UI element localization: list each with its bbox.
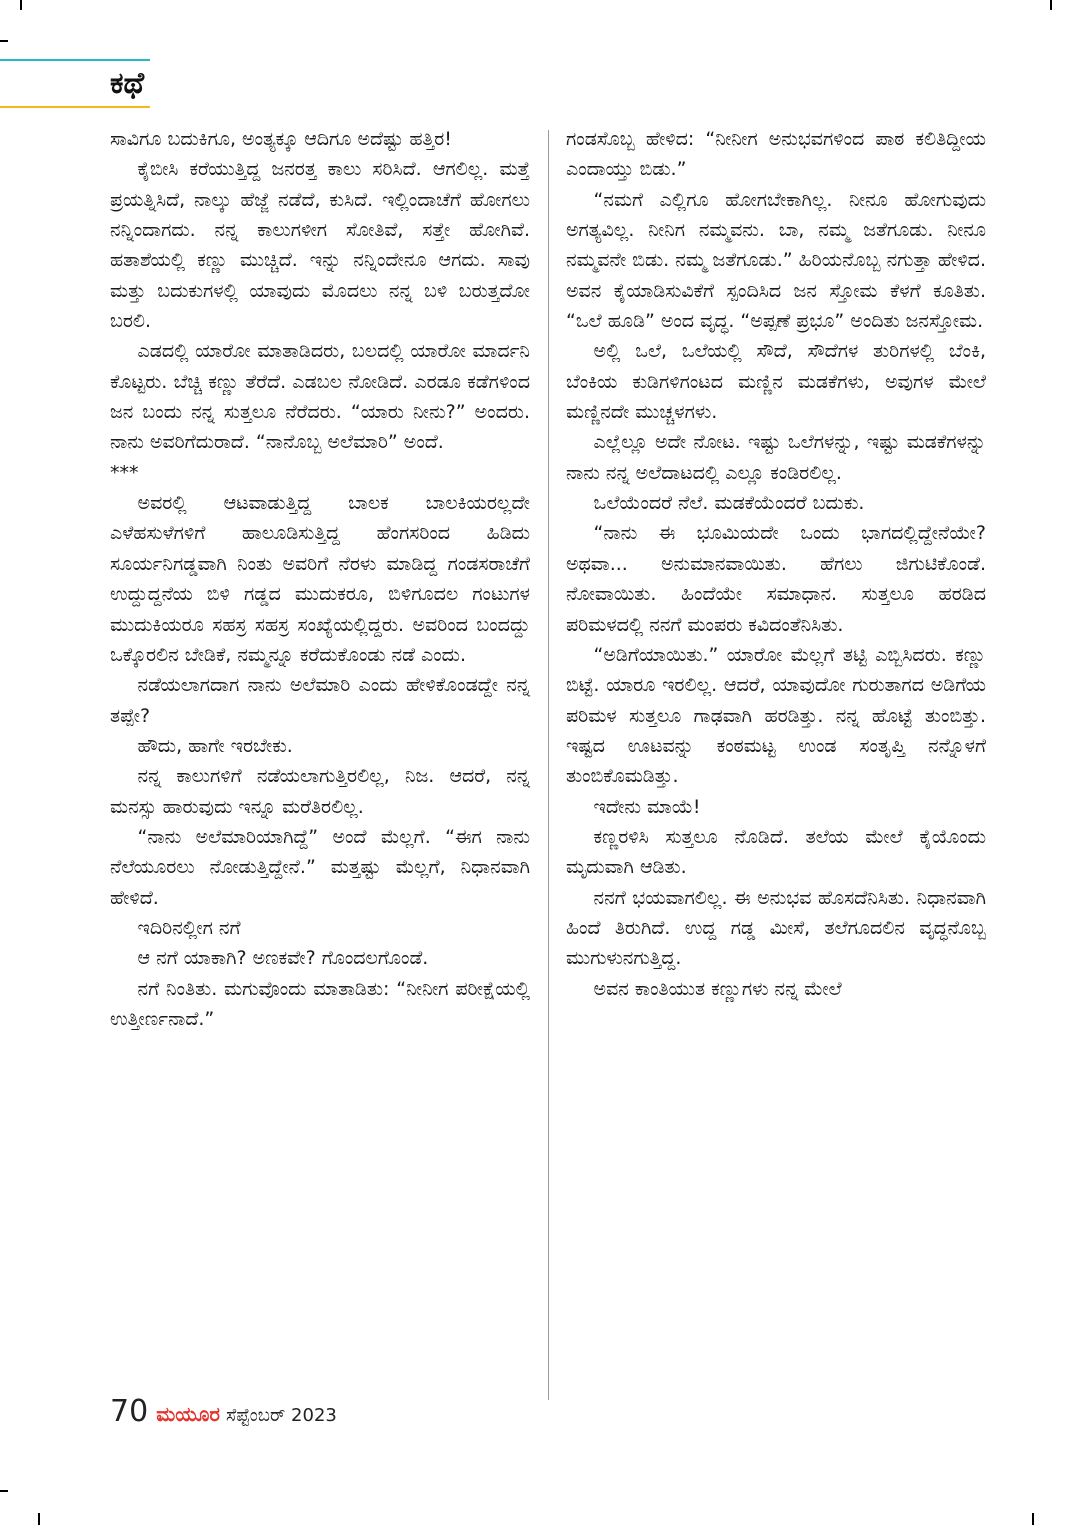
paragraph: ನನಗೆ ಭಯವಾಗಲಿಲ್ಲ. ಈ ಅನುಭವ ಹೊಸದೆನಿಸಿತು. ನಿಧಾನವಾಗಿ ಹಿಂದೆ ತಿರುಗಿದೆ. ಉದ್ದ ಗಡ್ಡ ಮೀಸೆ, ತಲೆಗೂದಲಿನ ವೃದ್ಧನೊಬ್ಬ ಮುಗುಳುನಗುತ್ತಿದ್ದ. — [566, 886, 986, 970]
page-footer — [110, 1394, 337, 1429]
header-rule-top — [0, 59, 150, 61]
left-column — [110, 124, 530, 1034]
crop-mark — [38, 1513, 40, 1525]
paragraph: ಅವನ ಕಾಂತಿಯುತ ಕಣ್ಣುಗಳು ನನ್ನ ಮೇಲೆ — [593, 977, 842, 1000]
crop-mark — [1050, 0, 1052, 10]
paragraph: ನಡೆಯಲಾಗದಾಗ ನಾನು ಅಲೆಮಾರಿ ಎಂದು ಹೇಳಿಕೊಂಡದ್ದೇ ನನ್ನ ತಪ್ಪೇ? — [110, 674, 530, 727]
paragraph: “ಅಡಿಗೆಯಾಯಿತು.” ಯಾರೋ ಮೆಲ್ಲಗೆ ತಟ್ಟಿ ಎಬ್ಬಿಸಿದರು. ಕಣ್ಣು ಬಿಟ್ಟೆ. ಯಾರೂ ಇರಲಿಲ್ಲ. ಆದರೆ, ಯಾವುದೋ ಗುರುತಾಗದ ಅಡಿಗೆಯ ಪರಿಮಳ ಸುತ್ತಲೂ ಗಾಢವಾಗಿ ಹರಡಿತ್ತು. ನನ್ನ ಹೊಟ್ಟೆ ತುಂಬಿತ್ತು. ಇಷ್ಟದ ಊಟವನ್ನು ಕಂಠಮಟ್ಟ ಉಂಡ ಸಂತೃಪ್ತಿ ನನ್ನೊಳಗೆ ತುಂಬಿಕೊಮಡಿತ್ತು. — [566, 643, 986, 788]
paragraph: ಅವರಲ್ಲಿ ಆಟವಾಡುತ್ತಿದ್ದ ಬಾಲಕ ಬಾಲಕಿಯರಲ್ಲದೇ ಎಳೆಹಸುಳೆಗಳಿಗೆ ಹಾಲೂಡಿಸುತ್ತಿದ್ದ ಹೆಂಗಸರಿಂದ ಹಿಡಿದು ಸೂರ್ಯನಿಗಡ್ಡವಾಗಿ ನಿಂತು ಅವರಿಗೆ ನೆರಳು ಮಾಡಿದ್ದ ಗಂಡಸರಾಚೆಗೆ ಉದ್ದುದ್ದನೆಯ ಬಿಳಿ ಗಡ್ಡದ ಮುದುಕರೂ, ಬಿಳಿಗೂದಲ ಗಂಟುಗಳ ಮುದುಕಿಯರೂ ಸಹಸ್ರ ಸಹಸ್ರ ಸಂಖ್ಯೆಯಲ್ಲಿದ್ದರು. ಅವರಿಂದ ಬಂದದ್ದು ಒಕ್ಕೊರಲಿನ ಬೇಡಿಕೆ, ನಮ್ಮನ್ನೂ ಕರೆದುಕೊಂಡು ನಡೆ ಎಂದು. — [110, 492, 530, 666]
magazine-logo: ಮಯೂರ — [156, 1402, 220, 1426]
crop-mark — [0, 1490, 8, 1492]
right-column — [566, 124, 986, 1004]
column-divider — [548, 130, 549, 1400]
page-number: 70 — [110, 1394, 149, 1429]
paragraph: ಕೈಬೀಸಿ ಕರೆಯುತ್ತಿದ್ದ ಜನರತ್ತ ಕಾಲು ಸರಿಸಿದೆ. ಆಗಲಿಲ್ಲ. ಮತ್ತೆ ಪ್ರಯತ್ನಿಸಿದೆ, ನಾಲ್ಕು ಹೆಜ್ಜೆ ನಡೆದೆ, ಕುಸಿದೆ. ಇಲ್ಲಿಂದಾಚೆಗೆ ಹೋಗಲು ನನ್ನಿಂದಾಗದು. ನನ್ನ ಕಾಲುಗಳೀಗ ಸೋತಿವೆ, ಸತ್ತೇ ಹೋಗಿವೆ. ಹತಾಶೆಯಲ್ಲಿ ಕಣ್ಣು ಮುಚ್ಚಿದೆ. ಇನ್ನು ನನ್ನಿಂದೇನೂ ಆಗದು. ಸಾವು ಮತ್ತು ಬದುಕುಗಳಲ್ಲಿ ಯಾವುದು ಮೊದಲು ನನ್ನ ಬಳಿ ಬರುತ್ತದೋ ಬರಲಿ. — [110, 158, 530, 333]
paragraph: ಗಂಡಸೊಬ್ಬ ಹೇಳಿದ: “ನೀನೀಗ ಅನುಭವಗಳಿಂದ ಪಾಠ ಕಲಿತಿದ್ದೀಯ ಎಂದಾಯ್ತು ಬಿಡು.” — [566, 128, 986, 181]
section-break: *** — [110, 461, 139, 484]
paragraph: “ನಾನು ಈ ಭೂಮಿಯದೇ ಒಂದು ಭಾಗದಲ್ಲಿದ್ದೇನೆಯೇ? ಅಥವಾ... ಅನುಮಾನವಾಯಿತು. ಹೆಗಲು ಜಿಗುಟಿಕೊಂಡೆ. ನೋವಾಯಿತು. ಹಿಂದೆಯೇ ಸಮಾಧಾನ. ಸುತ್ತಲೂ ಹರಡಿದ ಪರಿಮಳದಲ್ಲಿ ನನಗೆ ಮಂಪರು ಕವಿದಂತೆನಿಸಿತು. — [566, 522, 986, 636]
header-rule-bottom — [0, 106, 150, 108]
crop-mark — [0, 40, 8, 42]
issue-date: ಸೆಪ್ಟೆಂಬರ್ 2023 — [225, 1405, 337, 1426]
paragraph: “ನಾನು ಅಲೆಮಾರಿಯಾಗಿದ್ದೆ” ಅಂದೆ ಮೆಲ್ಲಗೆ. “ಈಗ ನಾನು ನೆಲೆಯೂರಲು ನೋಡುತ್ತಿದ್ದೇನೆ.” ಮತ್ತಷ್ಟು ಮೆಲ್ಲಗೆ, ನಿಧಾನವಾಗಿ ಹೇಳಿದೆ. — [110, 825, 530, 909]
paragraph: ಅಲ್ಲಿ ಒಲೆ, ಒಲೆಯಲ್ಲಿ ಸೌದೆ, ಸೌದೆಗಳ ತುರಿಗಳಲ್ಲಿ ಬೆಂಕಿ, ಬೆಂಕಿಯ ಕುಡಿಗಳಿಗಂಟದ ಮಣ್ಣಿನ ಮಡಕೆಗಳು, ಅವುಗಳ ಮೇಲೆ ಮಣ್ಣಿನದೇ ಮುಚ್ಚಳಗಳು. — [566, 340, 986, 424]
paragraph: ಎಡದಲ್ಲಿ ಯಾರೋ ಮಾತಾಡಿದರು, ಬಲದಲ್ಲಿ ಯಾರೋ ಮಾರ್ದನಿ ಕೊಟ್ಟರು. ಬೆಚ್ಚಿ ಕಣ್ಣು ತೆರೆದೆ. ಎಡಬಲ ನೋಡಿದೆ. ಎರಡೂ ಕಡೆಗಳಿಂದ ಜನ ಬಂದು ನನ್ನ ಸುತ್ತಲೂ ನೆರೆದರು. “ಯಾರು ನೀನು?” ಅಂದರು. ನಾನು ಅವರಿಗೆದುರಾದೆ. “ನಾನೊಬ್ಬ ಅಲೆಮಾರಿ” ಅಂದೆ. — [110, 340, 530, 454]
paragraph: ಎಲ್ಲೆಲ್ಲೂ ಅದೇ ನೋಟ. ಇಷ್ಟು ಒಲೆಗಳನ್ನು, ಇಷ್ಟು ಮಡಕೆಗಳನ್ನು ನಾನು ನನ್ನ ಅಲೆದಾಟದಲ್ಲಿ ಎಲ್ಲೂ ಕಂಡಿರಲಿಲ್ಲ. — [566, 431, 986, 484]
paragraph: ಕಣ್ಣರಳಿಸಿ ಸುತ್ತಲೂ ನೊಡಿದೆ. ತಲೆಯ ಮೇಲೆ ಕೈಯೊಂದು ಮೃದುವಾಗಿ ಆಡಿತು. — [566, 825, 986, 879]
section-label: ಕಥೆ — [110, 66, 145, 101]
crop-mark — [20, 0, 22, 10]
paragraph: ಇದೇನು ಮಾಯೆ! — [593, 795, 701, 818]
paragraph: “ನಮಗೆ ಎಲ್ಲಿಗೂ ಹೋಗಬೇಕಾಗಿಲ್ಲ. ನೀನೂ ಹೋಗುವುದು ಅಗತ್ಯವಿಲ್ಲ. ನೀನಿಗ ನಮ್ಮವನು. ಬಾ, ನಮ್ಮ ಜತೆಗೂಡು. ನೀನೂ ನಮ್ಮವನೇ ಬಿಡು. ನಮ್ಮ ಜತೆಗೂಡು.” ಹಿರಿಯನೊಬ್ಬ ನಗುತ್ತಾ ಹೇಳಿದ. ಅವನ ಕೈಯಾಡಿಸುವಿಕೆಗೆ ಸ್ಪಂದಿಸಿದ ಜನ ಸ್ತೋಮ ಕೆಳಗೆ ಕೂತಿತು. “ಒಲೆ ಹೂಡಿ” ಅಂದ ವೃದ್ಧ. “ಅಪ್ಪಣೆ ಪ್ರಭೂ” ಅಂದಿತು ಜನಸ್ತೋಮ. — [566, 188, 986, 333]
paragraph: ನಗೆ ನಿಂತಿತು. ಮಗುವೊಂದು ಮಾತಾಡಿತು: “ನೀನೀಗ ಪರೀಕ್ಷೆಯಲ್ಲಿ ಉತ್ತೀರ್ಣನಾದೆ.” — [110, 977, 530, 1030]
paragraph: ಆ ನಗೆ ಯಾಕಾಗಿ? ಅಣಕವೇ? ಗೊಂದಲಗೊಂಡೆ. — [137, 947, 429, 970]
paragraph: ನನ್ನ ಕಾಲುಗಳಿಗೆ ನಡೆಯಲಾಗುತ್ತಿರಲಿಲ್ಲ, ನಿಜ. ಆದರೆ, ನನ್ನ ಮನಸ್ಸು ಹಾರುವುದು ಇನ್ನೂ ಮರೆತಿರಲಿಲ್ಲ. — [110, 765, 530, 818]
crop-mark — [1032, 1513, 1034, 1525]
paragraph: ಇದಿರಿನಲ್ಲೀಗ ನಗೆ — [137, 916, 241, 939]
paragraph: ಹೌದು, ಹಾಗೇ ಇರಬೇಕು. — [137, 734, 293, 757]
paragraph: ಸಾವಿಗೂ ಬದುಕಿಗೂ, ಅಂತ್ಯಕ್ಕೂ ಆದಿಗೂ ಅದೆಷ್ಟು ಹತ್ತಿರ! — [110, 128, 452, 150]
paragraph: ಒಲೆಯೆಂದರೆ ನೆಲೆ. ಮಡಕೆಯೆಂದರೆ ಬದುಕು. — [593, 492, 865, 515]
